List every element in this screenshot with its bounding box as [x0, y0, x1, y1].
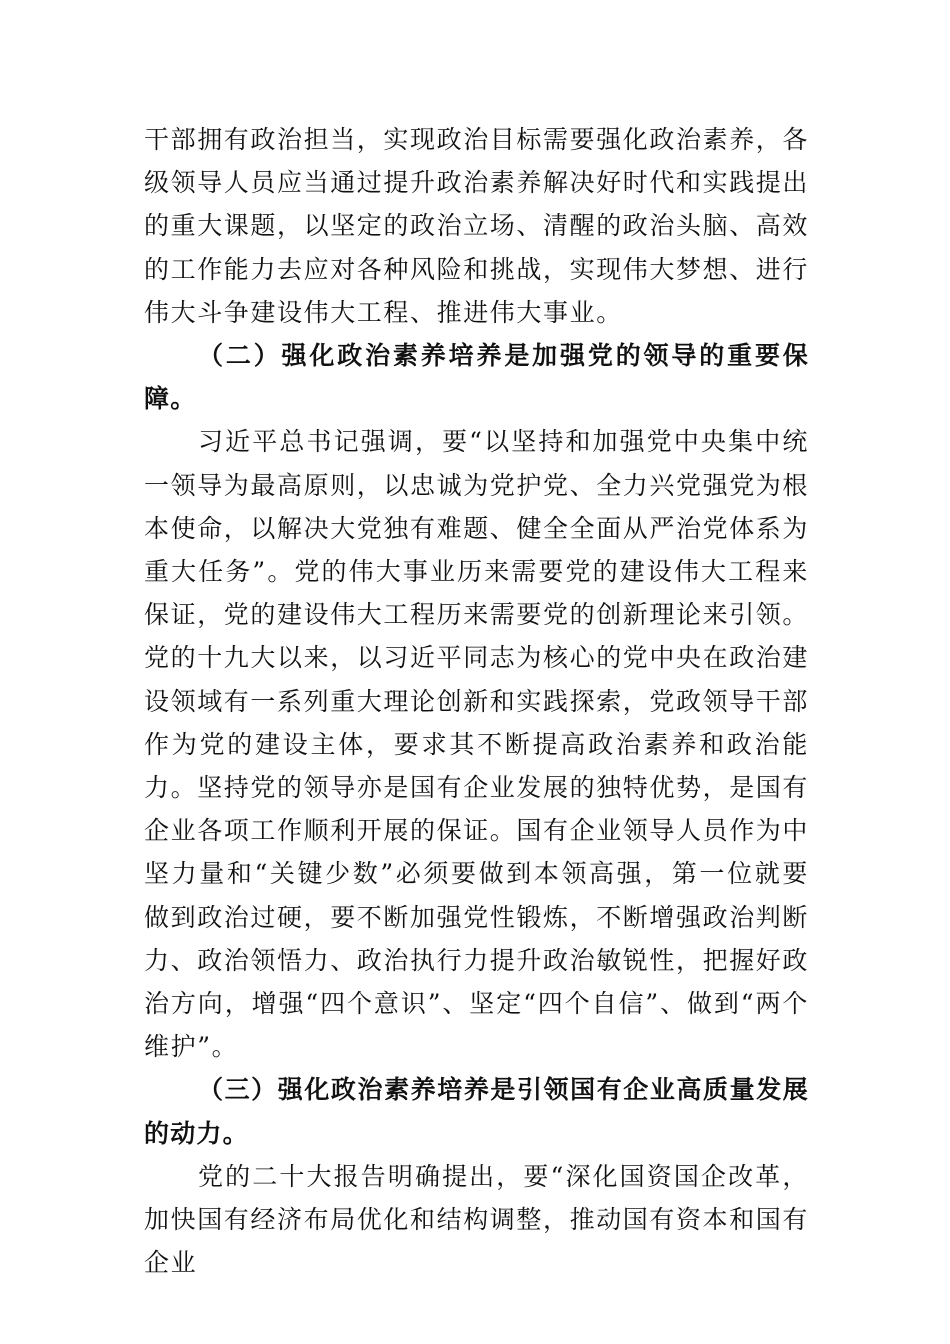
document-body [144, 118, 809, 1284]
body-paragraph: 党的二十大报告明确提出，要“深化国资国企改革，加快国有经济布局优化和结构调整，推动国有资本和国有企业 [144, 1161, 810, 1278]
body-paragraph: 习近平总书记强调，要“以坚持和加强党中央集中统一领导为最高原则，以忠诚为党护党、全力兴党强党为根本使命，以解决大党独有难题、健全全面从严治党体系为重大任务”。党的伟大事业历来需要党的建设伟大工程来保证，党的建设伟大工程历来需要党的创新理论来引领。党的十九大以来，以习近平同志为核心的党中央在政治建设领域有一系列重大理论创新和实践探索，党政领导干部作为党的建设主体，要求其不断提高政治素养和政治能力。坚持党的领导亦是国有企业发展的独特优势，是国有企业各项工作顺利开展的保证。国有企业领导人员作为中坚力量和“关键少数”必须要做到本领高强，第一位就要做到政治过硬，要不断加强党性锻炼，不断增强政治判断力、政治领悟力、政治执行力提升政治敏锐性，把握好政治方向，增强“四个意识”、坚定“四个自信”、做到“两个维护”。 [144, 427, 810, 1062]
section-heading-2: （二）强化政治素养培养是加强党的领导的重要保障。 [144, 341, 809, 414]
section-heading-3: （三）强化政治素养培养是引领国有企业高质量发展的动力。 [144, 1075, 809, 1148]
body-paragraph-continued: 干部拥有政治担当，实现政治目标需要强化政治素养，各级领导人员应当通过提升政治素养解决好时代和实践提出的重大课题，以坚定的政治立场、清醒的政治头脑、高效的工作能力去应对各种风险和挑战，实现伟大梦想、进行伟大斗争建设伟大工程、推进伟大事业。 [144, 125, 810, 327]
